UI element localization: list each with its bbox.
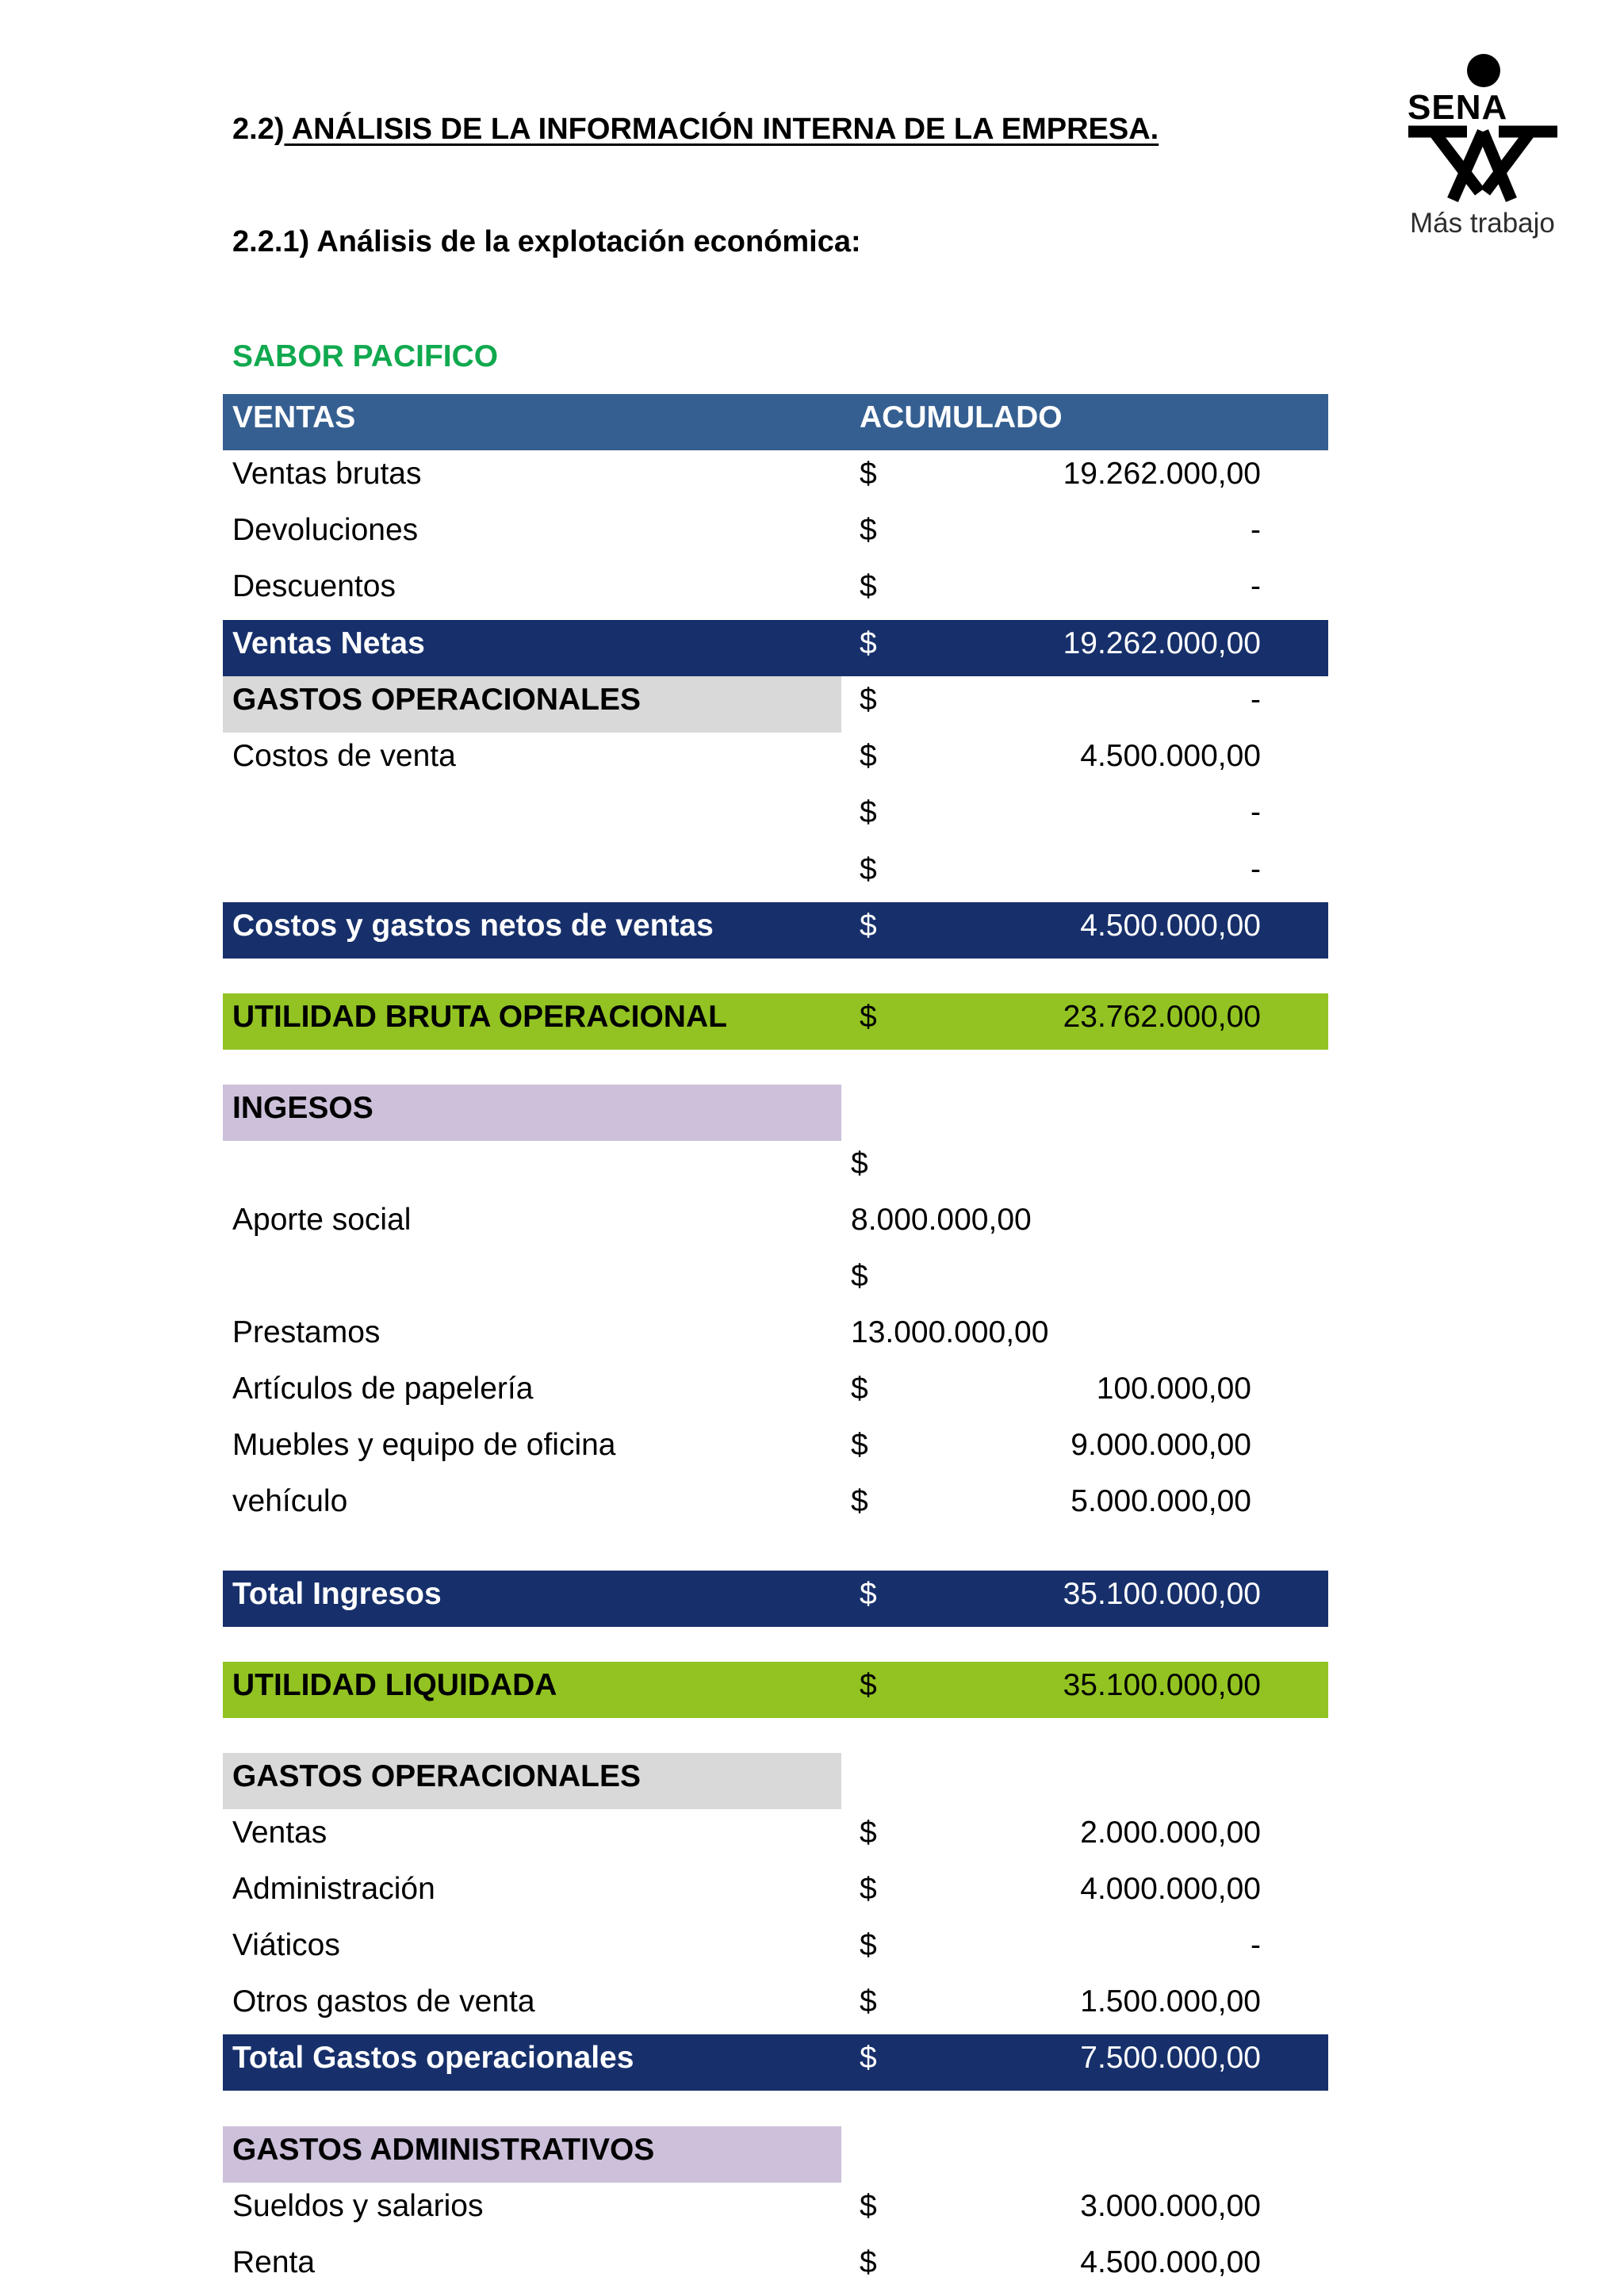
row-amount: 4.500.000,00 <box>1080 739 1261 773</box>
table-row <box>223 1422 1328 1478</box>
total-row <box>223 1571 1328 1627</box>
row-label: GASTOS OPERACIONALES <box>232 683 642 717</box>
row-amount: 35.100.000,00 <box>1063 1577 1261 1611</box>
row-currency: $ <box>860 569 877 603</box>
table-row <box>223 2239 1328 2295</box>
table-row <box>223 789 1328 845</box>
row-amount: - <box>1251 513 1261 547</box>
row-currency: $ <box>851 1372 868 1406</box>
table-row <box>223 450 1328 507</box>
row-currency: $ <box>860 1928 877 1962</box>
row-label: vehículo <box>232 1484 348 1518</box>
row-label: UTILIDAD LIQUIDADA <box>232 1668 557 1702</box>
row-amount: 23.762.000,00 <box>1063 1000 1261 1034</box>
header-label: VENTAS <box>232 400 356 434</box>
row-currency: $ <box>860 2041 877 2075</box>
row-currency: $ <box>860 852 877 886</box>
table-header <box>223 394 1328 450</box>
row-label: GASTOS OPERACIONALES <box>232 1759 642 1793</box>
sena-logo <box>1404 52 1586 247</box>
row-label: Descuentos <box>232 569 396 603</box>
row-amount: 7.500.000,00 <box>1080 2041 1261 2075</box>
header-column: ACUMULADO <box>860 400 1063 434</box>
table-row <box>223 846 1328 902</box>
table-row <box>223 1478 1328 1534</box>
row-amount: 5.000.000,00 <box>1071 1484 1251 1518</box>
total-row <box>223 902 1328 959</box>
table-row <box>223 1365 1328 1422</box>
row-amount: 4.000.000,00 <box>1080 1872 1261 1906</box>
table-row <box>223 507 1328 563</box>
row-label: Muebles y equipo de oficina <box>232 1428 616 1462</box>
row-amount: 100.000,00 <box>1096 1372 1251 1406</box>
row-currency: $ <box>860 1577 877 1611</box>
row-currency: $ <box>860 683 877 717</box>
row-currency: $ <box>860 1984 877 2019</box>
logo-tagline: Más trabajo <box>1410 208 1555 239</box>
row-label: Renta <box>232 2245 316 2279</box>
row-label: Total Ingresos <box>232 1577 442 1611</box>
section-number: 2.2) <box>232 113 285 146</box>
row-amount: - <box>1251 1928 1261 1962</box>
row-label: INGESOS <box>232 1091 373 1125</box>
section-row <box>223 1753 1328 1809</box>
row-amount: 19.262.000,00 <box>1063 457 1261 491</box>
total-row <box>223 620 1328 676</box>
row-label: Total Gastos operacionales <box>232 2041 634 2075</box>
section-row <box>223 2126 1328 2183</box>
prestamos-currency: $ <box>851 1259 868 1293</box>
table-row <box>223 563 1328 619</box>
row-currency: $ <box>860 795 877 829</box>
row-amount: 19.262.000,00 <box>1063 626 1261 660</box>
highlight-row <box>223 1662 1328 1718</box>
row-currency: $ <box>860 739 877 773</box>
row-amount: - <box>1251 683 1261 717</box>
row-currency: $ <box>860 1000 877 1034</box>
row-currency: $ <box>860 626 877 660</box>
section-row <box>223 1085 1328 1141</box>
row-amount: - <box>1251 569 1261 603</box>
table-row <box>223 1978 1328 2034</box>
aporte-amount: 8.000.000,00 <box>851 1203 1032 1237</box>
table-row <box>223 2183 1328 2239</box>
row-currency: $ <box>860 2189 877 2223</box>
row-label: Costos de venta <box>232 739 456 773</box>
prestamos-label: Prestamos <box>232 1315 381 1349</box>
row-amount: 1.500.000,00 <box>1080 1984 1261 2019</box>
table-row <box>223 733 1328 789</box>
row-label: Costos y gastos netos de ventas <box>232 909 714 943</box>
section-title: ANÁLISIS DE LA INFORMACIÓN INTERNA DE LA EMPRESA. <box>284 113 1159 146</box>
row-currency: $ <box>860 1668 877 1702</box>
row-currency: $ <box>860 513 877 547</box>
row-amount: - <box>1251 795 1261 829</box>
row-label: Ventas <box>232 1816 327 1850</box>
table-row <box>223 1866 1328 1922</box>
row-label: Ventas Netas <box>232 626 425 660</box>
aporte-currency: $ <box>851 1146 868 1181</box>
row-amount: 2.000.000,00 <box>1080 1816 1261 1850</box>
row-currency: $ <box>860 909 877 943</box>
row-amount: - <box>1251 852 1261 886</box>
row-amount: 4.500.000,00 <box>1080 909 1261 943</box>
row-currency: $ <box>860 1816 877 1850</box>
row-label: GASTOS ADMINISTRATIVOS <box>232 2133 655 2167</box>
row-label: Ventas brutas <box>232 457 422 491</box>
section-row <box>223 676 1328 733</box>
row-amount: 9.000.000,00 <box>1071 1428 1251 1462</box>
table-row <box>223 1922 1328 1978</box>
subsection-heading: 2.2.1) Análisis de la explotación económica: <box>232 225 861 258</box>
section-heading <box>232 113 1159 147</box>
row-label: Viáticos <box>232 1928 340 1962</box>
header-band <box>223 394 1328 450</box>
total-row <box>223 2034 1328 2091</box>
logo-brand: SENA <box>1408 88 1508 127</box>
row-label: Devoluciones <box>232 513 419 547</box>
row-amount: 35.100.000,00 <box>1063 1668 1261 1702</box>
row-amount: 4.500.000,00 <box>1080 2245 1261 2279</box>
row-label: UTILIDAD BRUTA OPERACIONAL <box>232 1000 727 1034</box>
row-currency: $ <box>851 1428 868 1462</box>
row-label: Artículos de papelería <box>232 1372 534 1406</box>
row-currency: $ <box>851 1484 868 1518</box>
table-row <box>223 1809 1328 1866</box>
row-label: Administración <box>232 1872 435 1906</box>
row-label: Otros gastos de venta <box>232 1984 535 2019</box>
row-amount: 3.000.000,00 <box>1080 2189 1261 2223</box>
company-name: SABOR PACIFICO <box>232 339 499 373</box>
row-currency: $ <box>860 1872 877 1906</box>
aporte-label: Aporte social <box>232 1203 412 1237</box>
row-label: Sueldos y salarios <box>232 2189 484 2223</box>
prestamos-amount: 13.000.000,00 <box>851 1315 1049 1349</box>
highlight-row <box>223 993 1328 1050</box>
row-currency: $ <box>860 457 877 491</box>
row-currency: $ <box>860 2245 877 2279</box>
